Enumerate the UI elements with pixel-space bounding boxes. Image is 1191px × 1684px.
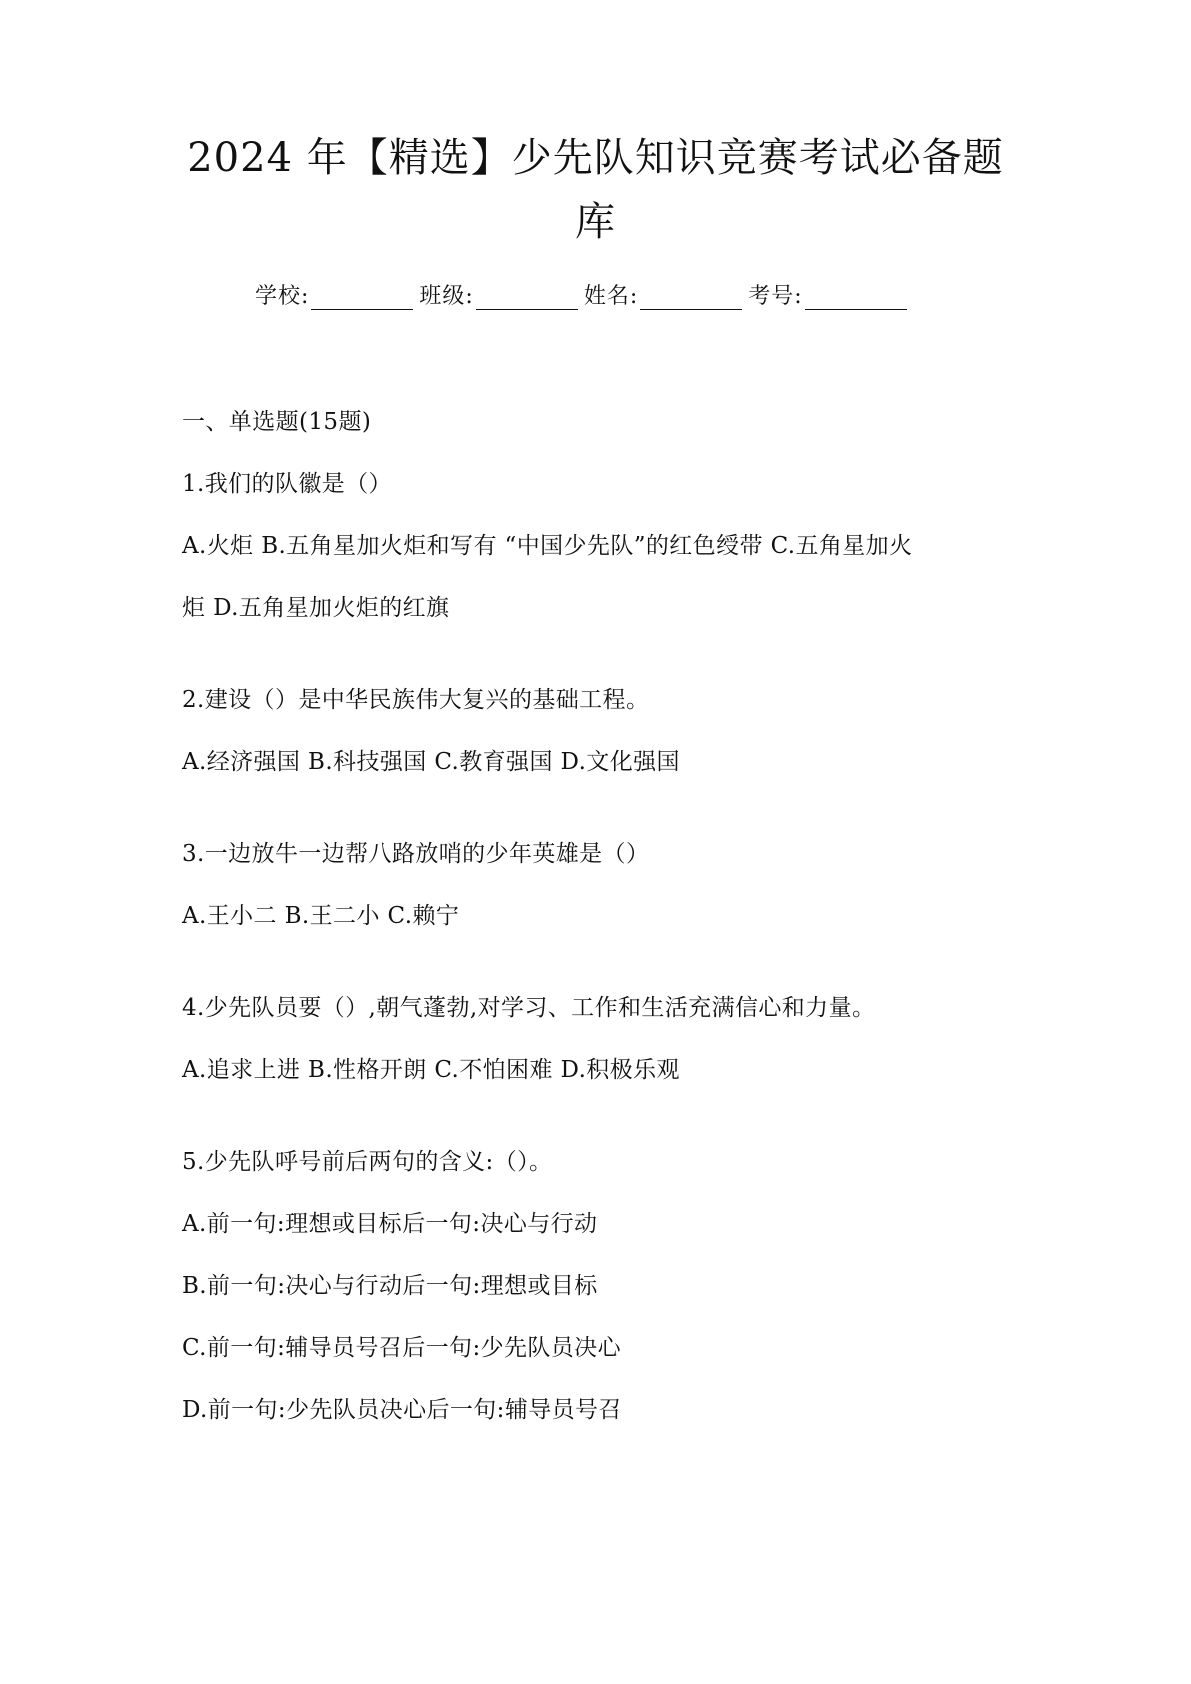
name-blank[interactable] (640, 289, 742, 310)
page-title-line-1: 2024 年【精选】少先队知识竞赛考试必备题 (187, 135, 1004, 181)
student-info-line (255, 284, 913, 310)
question-5-option-d: D.前一句:少先队员决心后一句:辅导员号召 (182, 1397, 622, 1423)
name-field (584, 284, 748, 310)
section-heading: 一、单选题(15题) (182, 409, 372, 435)
exam-number-field (748, 284, 912, 310)
question-5-option-b: B.前一句:决心与行动后一句:理想或目标 (182, 1273, 598, 1299)
question-5-option-a: A.前一句:理想或目标后一句:决心与行动 (182, 1211, 598, 1237)
question-1-options-line-1: A.火炬 B.五角星加火炬和写有 “中国少先队”的红色绶带 C.五角星加火 (182, 533, 913, 559)
page-title-line-2: 库 (575, 199, 616, 245)
school-label: 学校: (255, 284, 310, 309)
question-3-stem: 3.一边放牛一边帮八路放哨的少年英雄是（） (182, 841, 650, 867)
question-2-options: A.经济强国 B.科技强国 C.教育强国 D.文化强国 (182, 749, 680, 775)
class-label: 班级: (419, 284, 474, 309)
question-3-options: A.王小二 B.王二小 C.赖宁 (182, 903, 460, 929)
exam-number-blank[interactable] (805, 289, 907, 310)
exam-number-label: 考号: (748, 284, 803, 309)
name-label: 姓名: (583, 284, 639, 309)
question-1-stem: 1.我们的队徽是（） (182, 471, 392, 497)
class-field (419, 284, 583, 310)
school-blank[interactable] (311, 289, 413, 310)
question-5-option-c: C.前一句:辅导员号召后一句:少先队员决心 (182, 1335, 621, 1361)
school-field (255, 284, 419, 310)
class-blank[interactable] (476, 289, 578, 310)
question-4-stem: 4.少先队员要（）,朝气蓬勃,对学习、工作和生活充满信心和力量。 (182, 995, 876, 1021)
question-1-options-line-2: 炬 D.五角星加火炬的红旗 (182, 595, 450, 621)
question-2-stem: 2.建设（）是中华民族伟大复兴的基础工程。 (182, 687, 650, 713)
question-4-options: A.追求上进 B.性格开朗 C.不怕困难 D.积极乐观 (182, 1057, 680, 1083)
question-5-stem: 5.少先队呼号前后两句的含义:（）。 (182, 1149, 553, 1175)
